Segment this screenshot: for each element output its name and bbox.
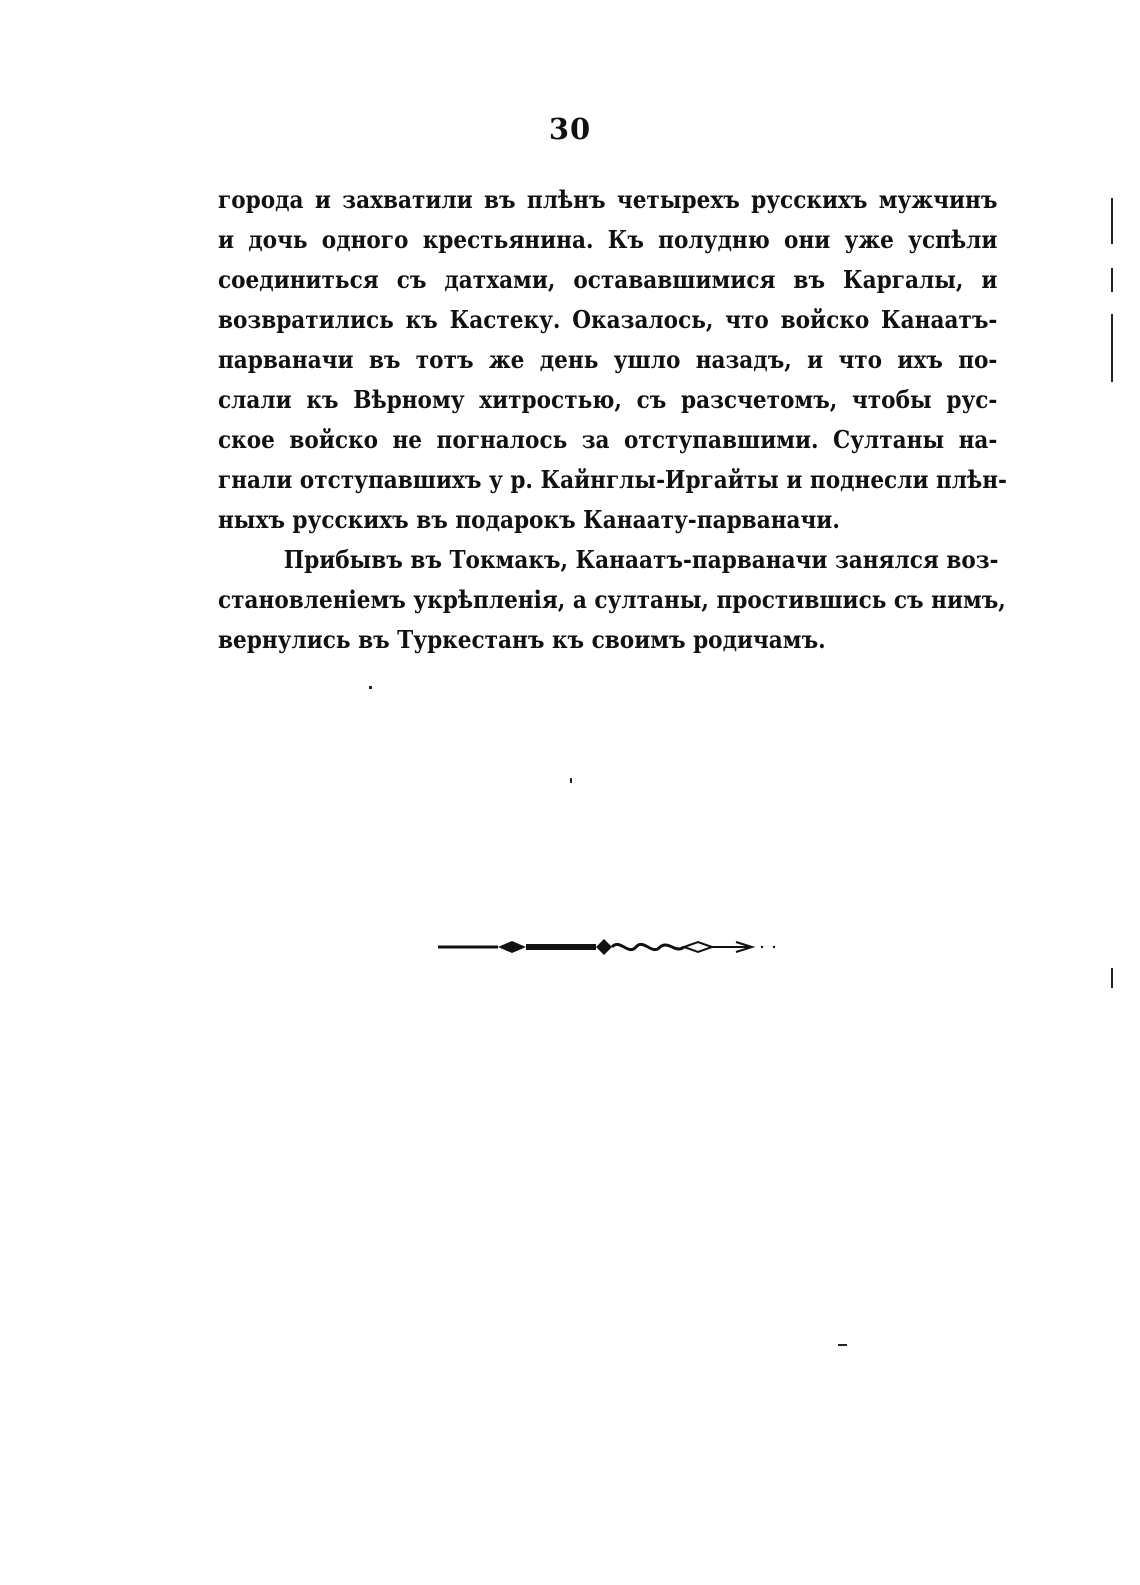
scan-margin-mark [1111,314,1113,382]
text-line: парваначи въ тотъ же день ушло назадъ, и что ихъ по- [218,345,998,374]
scan-margin-mark [1111,268,1113,292]
text-line: соединиться съ датхами, остававшимися въ Каргалы, и [218,265,998,294]
text-line: города и захватили въ плѣнъ четырехъ русскихъ мужчинъ [218,185,998,214]
scan-speck [369,686,372,689]
scan-margin-mark [1111,968,1113,988]
text-line: ское войско не погналось за отступавшими. Султаны на- [218,425,998,454]
text-line: и дочь одного крестьянина. Къ полудню они уже успѣли [218,225,998,254]
text-line: возвратились къ Кастеку. Оказалось, что войско Канаатъ- [218,305,998,334]
scan-margin-mark [1111,198,1113,244]
decorative-rule-ornament-icon [436,936,782,958]
body-text [218,180,1007,660]
text-line: становленіемъ укрѣпленія, а султаны, простившись съ нимъ, [218,585,1006,614]
paragraph-1 [218,180,1007,540]
text-line: слали къ Вѣрному хитростью, съ разсчетомъ, чтобы рус- [218,385,998,414]
paragraph-2 [218,540,1006,660]
text-line: гнали отступавшихъ у р. Кайнглы-Иргайты и поднесли плѣн- [218,465,1007,494]
scan-speck [570,778,572,783]
page-number: 30 [548,112,592,146]
text-line: Прибывъ въ Токмакъ, Канаатъ-парваначи занялся воз- [283,545,999,574]
text-line: вернулись въ Туркестанъ къ своимъ родичамъ. [218,625,826,654]
scan-speck [838,1344,847,1346]
text-line: ныхъ русскихъ въ подарокъ Канаату-парваначи. [218,505,840,534]
